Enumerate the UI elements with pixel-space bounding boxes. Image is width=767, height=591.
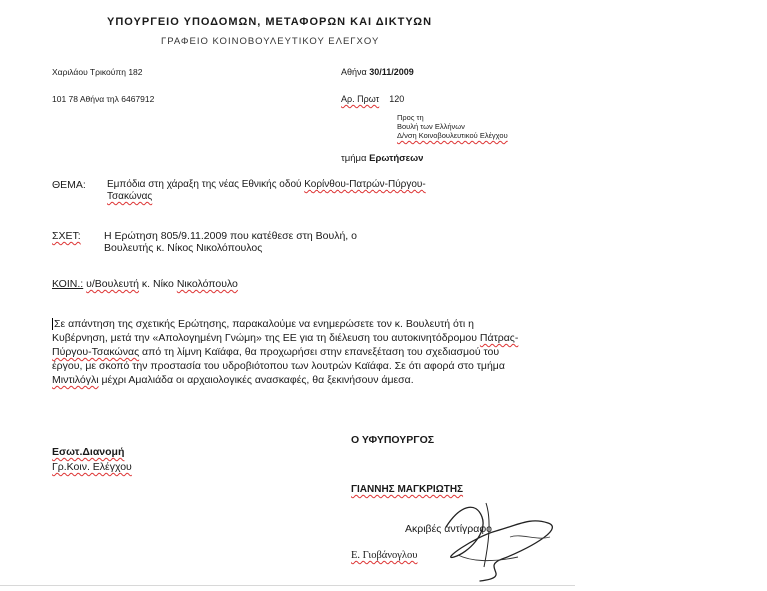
distribution-item [52, 461, 132, 473]
koin-recipient: υ/Βουλευτή [86, 278, 140, 290]
protocol-label: Αρ. Πρωτ [341, 94, 380, 104]
office-subheader: ΓΡΑΦΕΙΟ ΚΟΙΝΟΒΟΥΛΕΥΤΙΚΟΥ ΕΛΕΓΧΟΥ [161, 36, 380, 47]
recipient-line-1: Προς τη [397, 113, 424, 122]
recipient-department [341, 153, 423, 164]
koin-text: κ. Νίκο [139, 278, 177, 290]
copy-signer-text: Ε. Γιοβάνογλου [351, 550, 418, 561]
distribution-title-text: Εσωτ.Διανομή [52, 446, 125, 458]
body-part-1: Σε απάντηση της σχετικής Ερώτησης, παρακαλούμε να ενημερώσετε τον κ. Βουλευτή ότι η Κυβέρνηση, μετά την «Απολογημένη Γνώμη» της ΕΕ για τη διέλευση του αυτοκινητόδρομου [52, 318, 480, 344]
signer-name [351, 484, 463, 495]
relative-label: ΣΧΕΤ: [52, 230, 81, 242]
dept-value: Ερωτήσεων [369, 153, 424, 164]
sender-postal-phone: 101 78 Αθήνα τηλ 6467912 [52, 94, 155, 104]
subject-text-a: Εμπόδια στη χάραξη της νέας Εθνικής οδού [107, 179, 305, 190]
ministry-header: ΥΠΟΥΡΓΕΙΟ ΥΠΟΔΟΜΩΝ, ΜΕΤΑΦΟΡΩΝ ΚΑΙ ΔΙΚΤΥΩΝ [107, 16, 433, 28]
document-date [341, 67, 414, 77]
body-part-2: από τη λίμνη Καϊάφα, θα προχωρήσει στην επανεξέταση του σχεδιασμού του έργου, με σκοπό την προστασία του υδροβιότοπου των λουτρών Καϊάφα. Σε ότι αφορά στο τμήμα [52, 346, 505, 372]
distribution-item-text: Γρ.Κοιν. Ελέγχου [52, 461, 132, 473]
relative-text: Η Ερώτηση 805/9.11.2009 που κατέθεσε στη Βουλή, ο Βουλευτής κ. Νίκος Νικολόπουλος [104, 230, 357, 254]
body-part-3: μέχρι Αμαλιάδα οι αρχαιολογικές ανασκαφές, θα ξεκινήσουν άμεσα. [98, 374, 414, 386]
subject-text [107, 179, 467, 203]
protocol-number [341, 94, 404, 104]
subject-road-name: Κορίνθου-Πατρών-Πύργου-Τσακώνας [107, 179, 426, 202]
date-prefix: Αθήνα [341, 67, 367, 77]
signer-title: Ο ΥΦΥΠΟΥΡΓΟΣ [351, 434, 435, 446]
copy-signer-name [351, 550, 417, 561]
text-cursor [52, 318, 53, 330]
koin-name: Νικολόπουλο [176, 278, 238, 290]
date-value: 30/11/2009 [369, 67, 414, 77]
body-paragraph[interactable] [52, 317, 532, 387]
certified-copy-label: Ακριβές αντίγραφο [405, 523, 492, 535]
recipient-line-3: Δ/νση Κοινοβουλευτικού Ελέγχου [397, 131, 508, 140]
subject-label: ΘΕΜΑ: [52, 179, 86, 191]
body-route: Πάτρας-Πύργου-Τσακώνας [52, 332, 519, 358]
handwritten-signature [440, 497, 560, 585]
body-place: Μιντιλόγλι [52, 374, 99, 386]
distribution-title [52, 446, 124, 458]
sender-address: Χαριλάου Τρικούπη 182 [52, 67, 143, 77]
koin-line [52, 278, 238, 290]
signer-name-text: ΓΙΑΝΝΗΣ ΜΑΓΚΡΙΩΤΗΣ [351, 484, 464, 495]
protocol-value: 120 [389, 94, 405, 104]
koin-label: ΚΟΙΝ.: [52, 278, 84, 290]
dept-prefix: τμήμα [341, 153, 367, 164]
recipient-line-2: Βουλή των Ελλήνων [397, 122, 465, 131]
page-bottom-edge [0, 585, 575, 586]
recipient-block [397, 113, 508, 140]
